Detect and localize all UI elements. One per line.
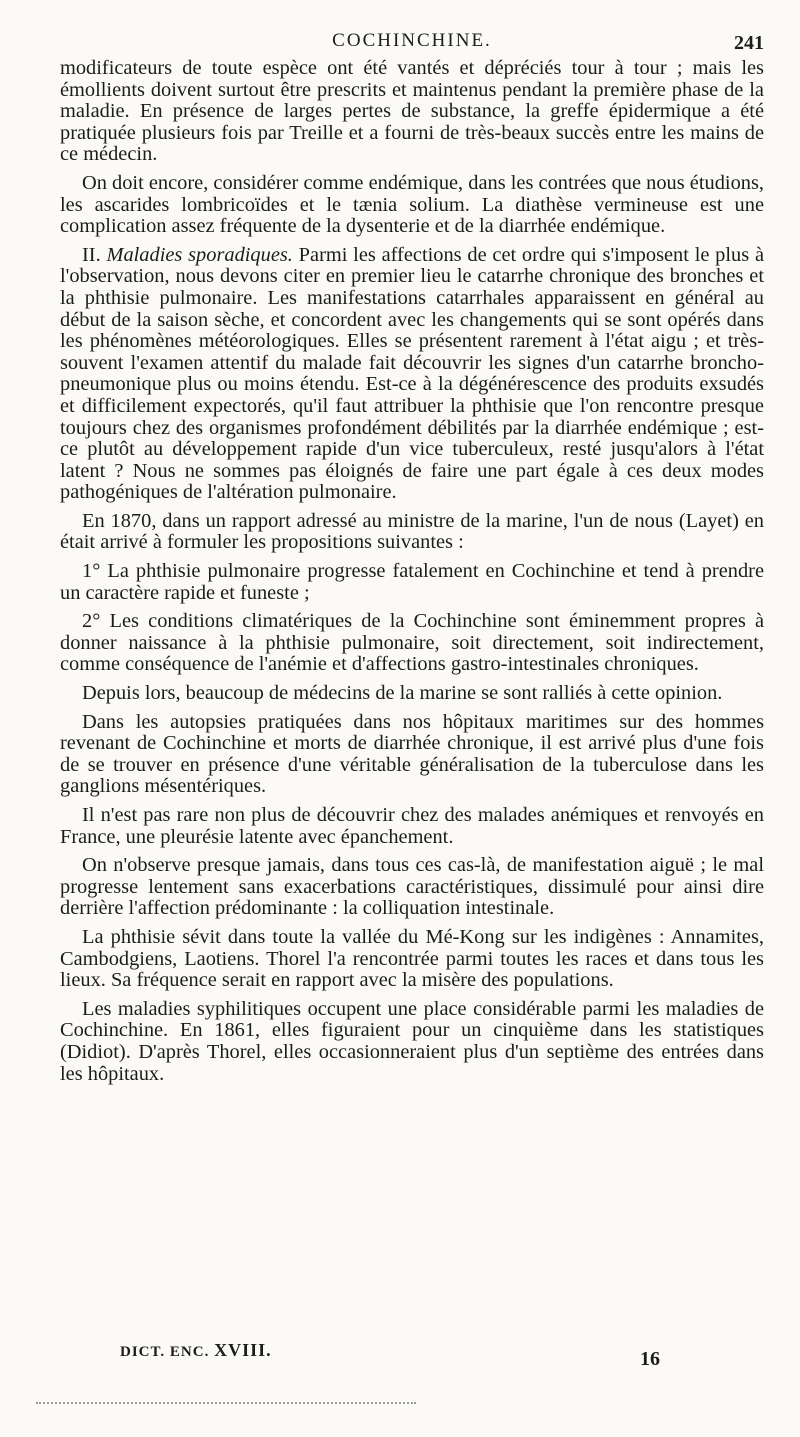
paragraph [60,683,764,705]
paragraph-text: On n'observe presque jamais, dans tous ces cas-là, de manifestation aiguë ; le mal progresse lentement sans exacerbations caractéristiques, dissimulé pour ainsi dire derrière l'affection prédominante : la colliquation intestinale. [60,854,764,920]
paragraph [60,927,764,992]
paragraph-text: Dans les autopsies pratiquées dans nos hôpitaux maritimes sur des hommes revenant de Cochinchine et morts de diarrhée chronique, il est arrivé plus d'une fois de se trouver en présence d'une véritable généralisation de la tuberculose dans les ganglions mésentériques. [60,710,764,798]
paragraph-text: 1° La phthisie pulmonaire progresse fatalement en Cochinchine et tend à prendre un caractère rapide et funeste ; [60,560,764,604]
paragraph [60,58,764,166]
body-text [60,58,764,1092]
page-header [60,30,764,58]
page-number: 241 [734,32,764,54]
paragraph [60,805,764,848]
sheet-number: 16 [640,1348,660,1370]
section-number: II. [82,243,107,266]
paragraph-text: Parmi les affections de cet ordre qui s'imposent le plus à l'observation, nous devons citer en premier lieu le catarrhe chronique des bronches et la phthisie pulmonaire. Les manifestations catarrhales apparaissent en général au début de la saison sèche, et concordent avec les changements qui se sont opérés dans les phénomènes météorologiques. Elles se présentent rarement à l'état aigu ; et très-souvent l'examen attentif du malade fait découvrir les signes d'un catarrhe broncho-pneumonique plus ou moins étendu. Est-ce à la dégénérescence des produits exsudés et difficilement expectorés, qu'il faut attribuer la phthisie que l'on rencontre presque toujours chez des organismes profondément débilités par la diarrhée endémique ; est-ce plutôt au développement rapide d'un vice tuberculeux, resté jusqu'alors à l'état latent ? Nous ne sommes pas éloignés de faire une part égale à ces deux modes pathogéniques de l'altération pulmonaire. [60,243,764,504]
paragraph-text: 2° Les conditions climatériques de la Cochinchine sont éminemment propres à donner naissance à la phthisie pulmonaire, soit directement, soit indirectement, comme conséquence de l'anémie et d'affections gastro-intestinales chroniques. [60,610,764,676]
paragraph [60,712,764,798]
paragraph-text: Depuis lors, beaucoup de médecins de la marine se sont ralliés à cette opinion. [82,682,723,705]
paragraph-text: Les maladies syphilitiques occupent une place considérable parmi les maladies de Cochinchine. En 1861, elles figuraient pour un cinquième dans les statistiques (Didiot). D'après Thorel, elles occasionneraient plus d'un septième des entrées dans les hôpitaux. [60,997,764,1085]
paragraph [60,611,764,676]
paragraph [60,173,764,238]
paragraph [60,511,764,554]
paragraph [60,999,764,1085]
printer-signature [120,1340,272,1361]
paragraph-text: modificateurs de toute espèce ont été vantés et dépréciés tour à tour ; mais les émollients doivent surtout être prescrits et maintenus pendant la première phase de la maladie. En présence de larges pertes de substance, la greffe épidermique a été pratiquée plusieurs fois par Treille et a fourni de très-beaux succès entre les mains de ce médecin. [60,57,764,166]
running-title: COCHINCHINE. [332,30,492,51]
signature-volume: XVIII. [214,1340,272,1360]
paragraph [60,855,764,920]
paragraph [60,245,764,504]
paragraph-text: En 1870, dans un rapport adressé au ministre de la marine, l'un de nous (Layet) en était arrivé à formuler les propositions suivantes : [60,509,764,554]
paragraph-text: Il n'est pas rare non plus de découvrir chez des malades anémiques et renvoyés en France, une pleurésie latente avec épanchement. [60,804,764,848]
page-footer [120,1340,660,1370]
signature-label: DICT. ENC. [120,1344,210,1360]
section-heading: Maladies sporadiques. [106,243,293,266]
bottom-rule [36,1402,416,1404]
paragraph-text: On doit encore, considérer comme endémique, dans les contrées que nous étudions, les ascarides lombricoïdes et le tænia solium. La diathèse vermineuse est une complication assez fréquente de la dysenterie et de la diarrhée endémique. [60,171,764,238]
paragraph-text: La phthisie sévit dans toute la vallée du Mé-Kong sur les indigènes : Annamites, Cambodgiens, Laotiens. Thorel l'a rencontrée parmi toutes les races et dans tous les lieux. Sa fréquence serait en rapport avec la misère des populations. [60,925,764,992]
paragraph [60,561,764,604]
